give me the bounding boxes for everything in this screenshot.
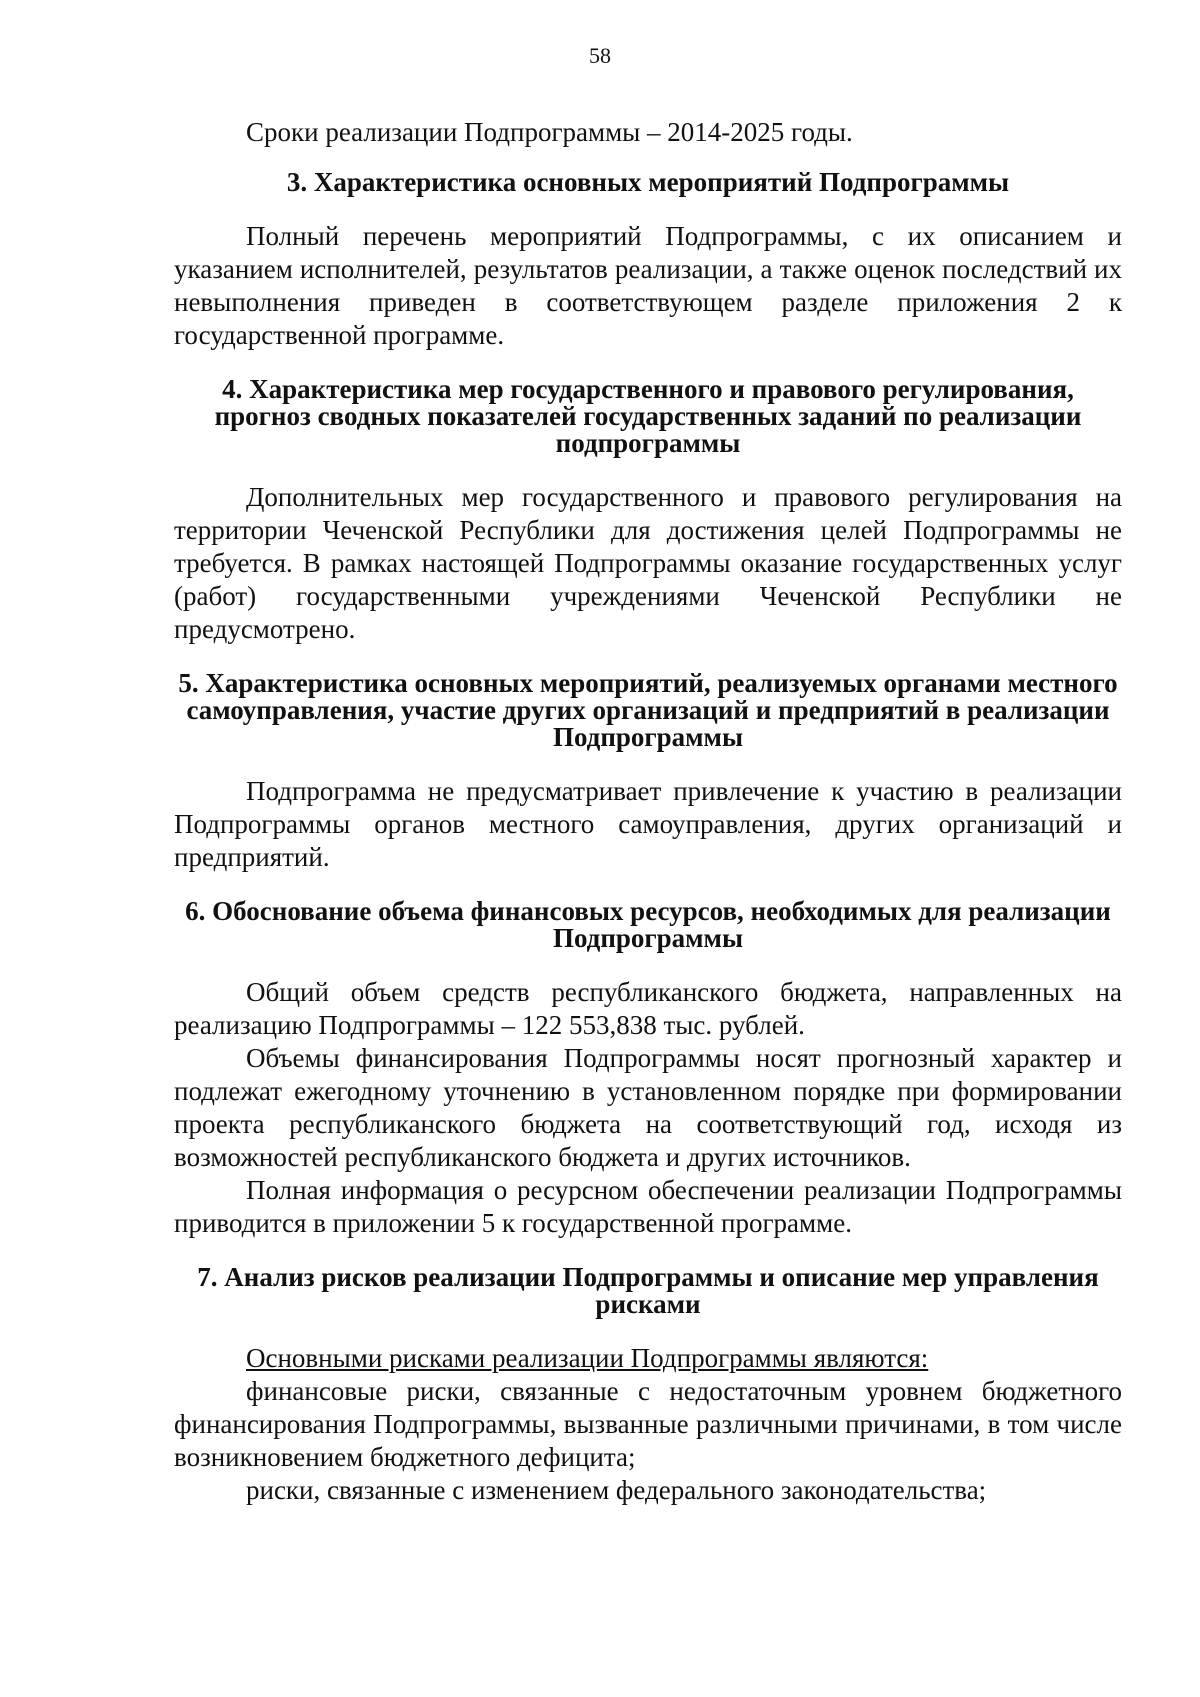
section-6-heading: 6. Обоснование объема финансовых ресурсов, необходимых для реализации Подпрограммы: [185, 896, 1111, 953]
section-3-heading: 3. Характеристика основных мероприятий Подпрограммы: [286, 167, 1010, 197]
section-4-paragraph: Дополнительных мер государственного и правового регулирования на территории Чеченской Республики для достижения целей Подпрограммы не требуется. В рамках настоящей Подпрограммы оказание государственных услуг (работ) государственными учреждениями Чеченской Республики не предусмотрено.: [174, 482, 1122, 644]
risks-intro: [174, 1342, 1122, 1375]
section-5-paragraph: Подпрограмма не предусматривает привлечение к участию в реализации Подпрограммы органов местного самоуправления, других организаций и предприятий.: [174, 776, 1122, 872]
section-3-paragraph: Полный перечень мероприятий Подпрограммы, с их описанием и указанием исполнителей, результатов реализации, а также оценок последствий их невыполнения приведен в соответствующем разделе приложения 2 к государственной программе.: [174, 221, 1122, 350]
risks-intro-text: Основными рисками реализации Подпрограммы являются:: [246, 1343, 929, 1373]
risk-item-2: риски, связанные с изменением федерального законодательства;: [246, 1475, 987, 1505]
document-body: [174, 116, 1122, 1507]
section-6-paragraph-3: Полная информация о ресурсном обеспечении реализации Подпрограммы приводится в приложении 5 к государственной программе.: [174, 1175, 1122, 1238]
section-5-heading: 5. Характеристика основных мероприятий, реализуемых органами местного самоуправления, участие других организаций и предприятий в реализации Подпрограммы: [178, 668, 1118, 752]
deadline-paragraph: Сроки реализации Подпрограммы – 2014-2025 годы.: [246, 117, 853, 147]
page-number: 58: [589, 43, 611, 68]
risk-item-1: финансовые риски, связанные с недостаточным уровнем бюджетного финансирования Подпрограммы, вызванные различными причинами, в том числе возникновением бюджетного дефицита;: [174, 1376, 1122, 1472]
section-6-paragraph-2: Объемы финансирования Подпрограммы носят прогнозный характер и подлежат ежегодному уточнению в установленном порядке при формировании проекта республиканского бюджета на соответствующий год, исходя из возможностей республиканского бюджета и других источников.: [174, 1043, 1122, 1172]
section-4-heading: 4. Характеристика мер государственного и правового регулирования, прогноз сводных показателей государственных заданий по реализации подпрограммы: [214, 374, 1082, 458]
section-6-paragraph-1: Общий объем средств республиканского бюджета, направленных на реализацию Подпрограммы – 122 553,838 тыс. рублей.: [174, 977, 1122, 1040]
section-7-heading: 7. Анализ рисков реализации Подпрограммы и описание мер управления рисками: [197, 1262, 1099, 1319]
